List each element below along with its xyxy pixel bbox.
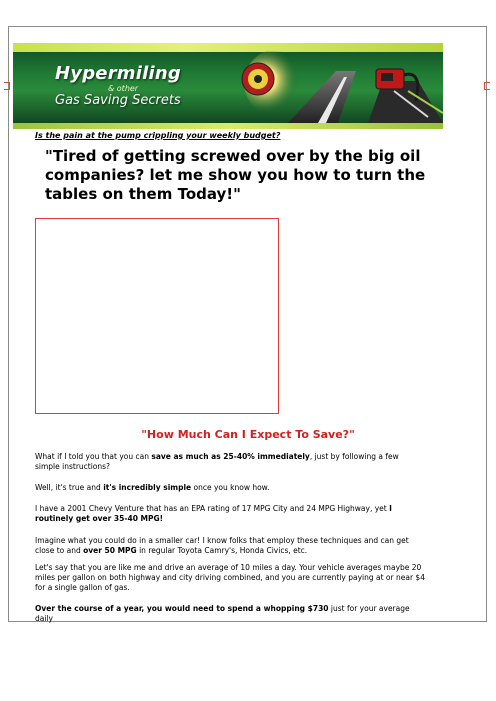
section-heading: "How Much Can I Expect To Save?"	[141, 428, 355, 441]
gas-pump-road-illustration	[218, 51, 443, 123]
tagline: Is the pain at the pump crippling your weekly budget?	[35, 131, 281, 140]
banner-bottom-strip	[13, 123, 443, 129]
paragraph-chevy-venture: I have a 2001 Chevy Venture that has an EPA rating of 17 MPG City and 24 MPG Highway, yet I routinely get over 35-40 MPG!	[35, 504, 392, 523]
headline: "Tired of getting screwed over by the big oil companies? let me show you how to turn the tables on them Today!"	[45, 147, 426, 203]
banner-subtitle: Gas Saving Secrets	[55, 93, 181, 108]
crop-mark-left	[4, 82, 10, 90]
banner-amp: & other	[108, 84, 139, 93]
crop-mark-right	[484, 82, 490, 90]
paragraph-savings-intro: What if I told you that you can save as much as 25-40% immediately, just by following a few simple instructions?	[35, 452, 399, 471]
paragraph-yearly-cost: Over the course of a year, you would need to spend a whopping $730 just for your average daily	[35, 604, 410, 623]
banner-title: Hypermiling	[55, 63, 181, 84]
paragraph-smaller-car: Imagine what you could do in a smaller car! I know folks that employ these techniques and can get close to and over 50 MPG in regular Toyota Camry's, Honda Civics, etc.	[35, 536, 409, 555]
header-banner	[13, 43, 443, 129]
paragraph-simple: Well, it's true and it's incredibly simple once you know how.	[35, 483, 270, 492]
paragraph-example-driving: Let's say that you are like me and drive an average of 10 miles a day. Your vehicle averages maybe 20 miles per gallon on both highway and city driving combined, and you are currently paying at or near $4 for a single gallon of gas.	[35, 563, 425, 592]
video-placeholder[interactable]	[35, 218, 279, 414]
